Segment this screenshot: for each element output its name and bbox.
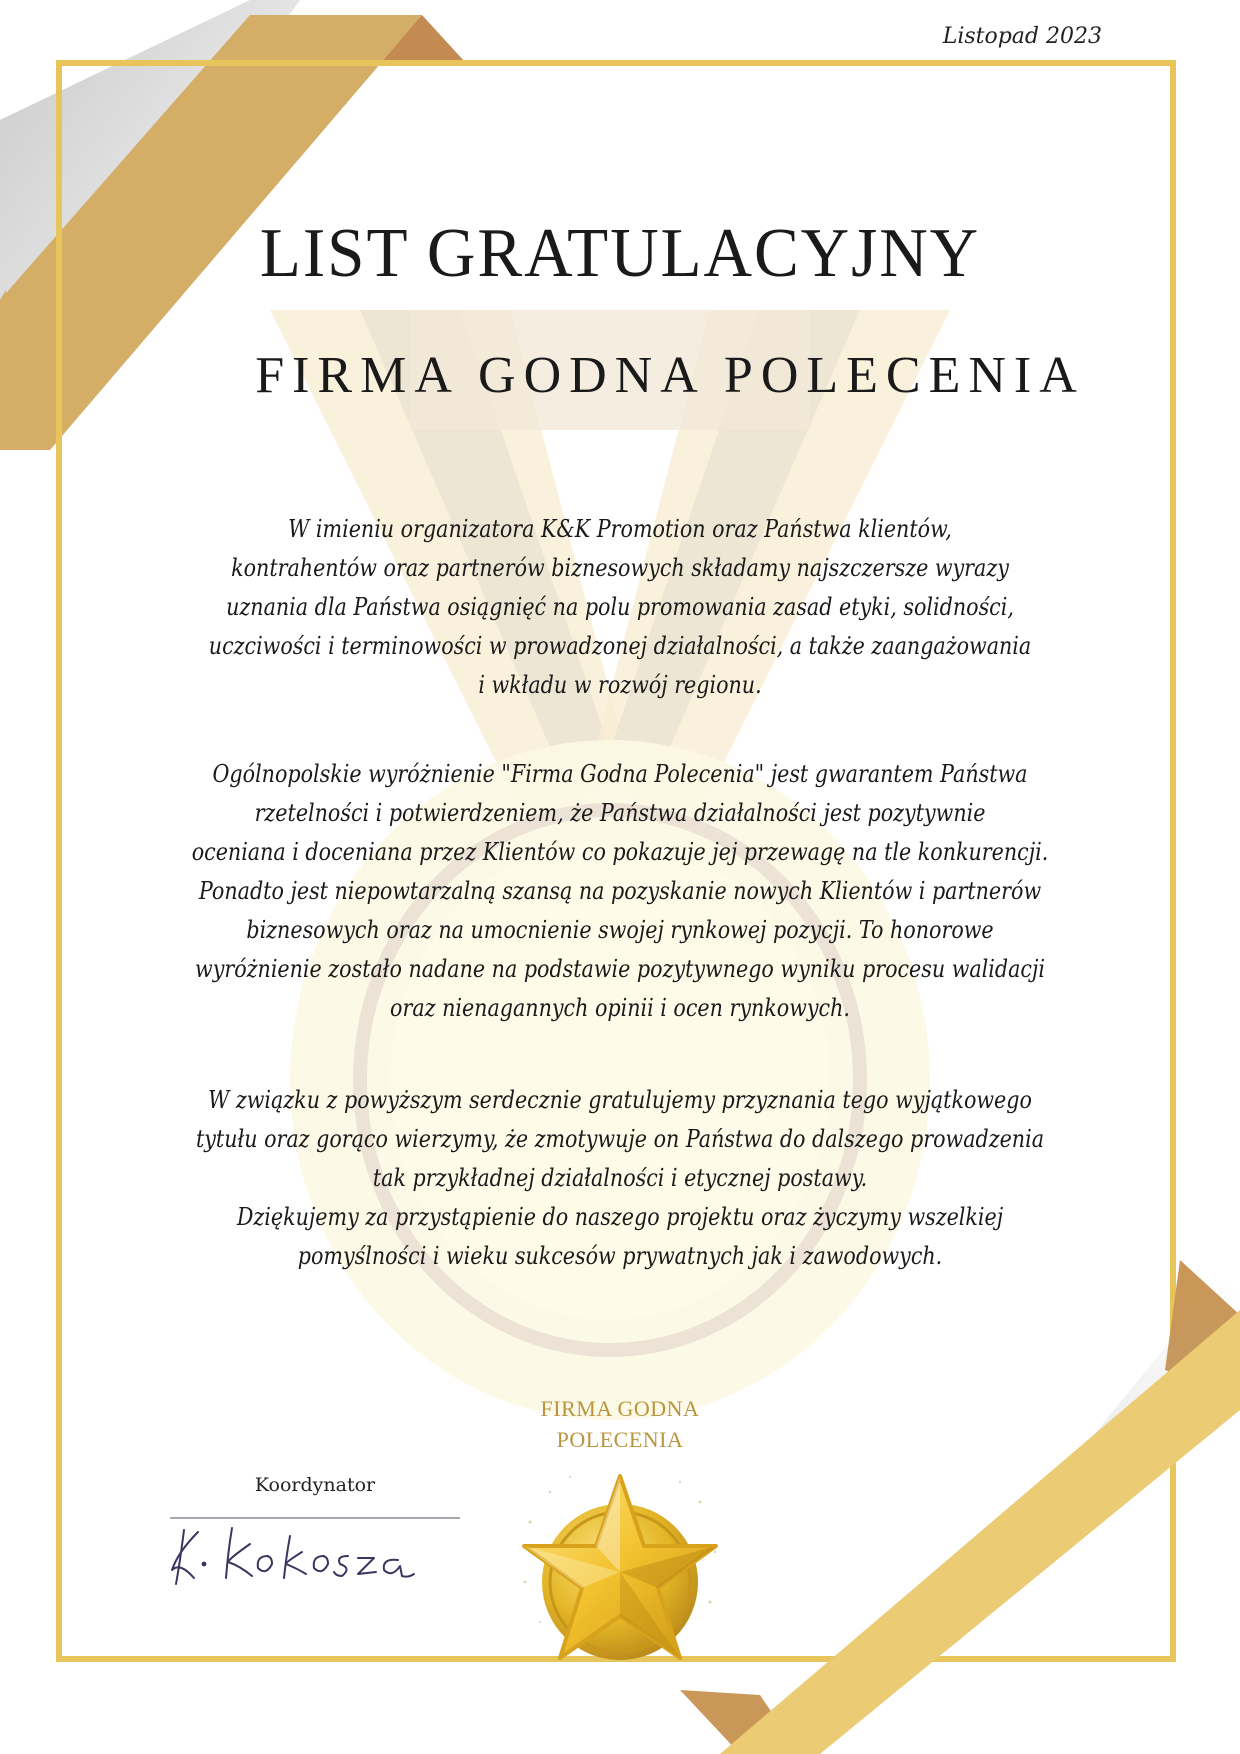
- paragraph-line: wyróżnienie zostało nadane na podstawie pozytywnego wyniku procesu walidacji: [195, 955, 1045, 983]
- paragraph-line: tak przykładnej działalności i etycznej postawy.: [372, 1164, 868, 1192]
- paragraph-3: [173, 1081, 1067, 1276]
- signature-k-kokosza: [168, 1522, 428, 1592]
- paragraph-line: tytułu oraz gorąco wierzymy, że zmotywuje on Państwa do dalszego prowadzenia: [195, 1125, 1045, 1153]
- paragraph-line: uczciwości i terminowości w prowadzonej działalności, a także zaangażowania: [208, 632, 1032, 660]
- paragraph-line: pomyślności i wieku sukcesów prywatnych jak i zawodowych.: [297, 1242, 943, 1270]
- paragraph-line: biznesowych oraz na umocnienie swojej rynkowej pozycji. To honorowe: [246, 916, 994, 944]
- document-subtitle: FIRMA GODNA POLECENIA: [255, 347, 1085, 404]
- paragraph-2: [173, 755, 1067, 1028]
- paragraph-line: rzetelności i potwierdzeniem, że Państwa działalności jest pozytywnie: [254, 799, 986, 827]
- paragraph-line: Ponadto jest niepowtarzalną szansą na pozyskanie nowych Klientów i partnerów: [198, 877, 1042, 905]
- paragraph-line: Dziękujemy za przystąpienie do naszego projektu oraz życzymy wszelkiej: [236, 1203, 1004, 1231]
- paragraph-line: W imieniu organizatora K&K Promotion oraz Państwa klientów,: [288, 515, 952, 543]
- badge-title-line-1: FIRMA GODNA: [540, 1396, 700, 1421]
- badge-title-line-2: POLECENIA: [556, 1427, 684, 1452]
- document-title: LIST GRATULACYJNY: [259, 215, 981, 292]
- paragraph-line: Ogólnopolskie wyróżnienie "Firma Godna Polecenia" jest gwarantem Państwa: [212, 760, 1028, 788]
- ribbon-bottom-right: [660, 1220, 1240, 1754]
- badge-title: [490, 1393, 750, 1455]
- paragraph-line: kontrahentów oraz partnerów biznesowych składamy najszczersze wyrazy: [231, 554, 1009, 582]
- paragraph-line: i wkładu w rozwój regionu.: [478, 671, 762, 699]
- coordinator-label: Koordynator: [254, 1474, 376, 1496]
- signature-line: [170, 1517, 460, 1519]
- paragraph-line: oraz nienagannych opinii i ocen rynkowych.: [390, 994, 850, 1022]
- paragraph-line: oceniana i doceniana przez Klientów co pokazuje jej przewagę na tle konkurencji.: [191, 838, 1049, 866]
- paragraph-line: uznania dla Państwa osiągnięć na polu promowania zasad etyki, solidności,: [226, 593, 1014, 621]
- document-date: Listopad 2023: [942, 24, 1102, 49]
- gold-star-medal-icon: [510, 1462, 730, 1662]
- paragraph-line: W związku z powyższym serdecznie gratulujemy przyznania tego wyjątkowego: [208, 1086, 1032, 1114]
- paragraph-1: [173, 510, 1067, 705]
